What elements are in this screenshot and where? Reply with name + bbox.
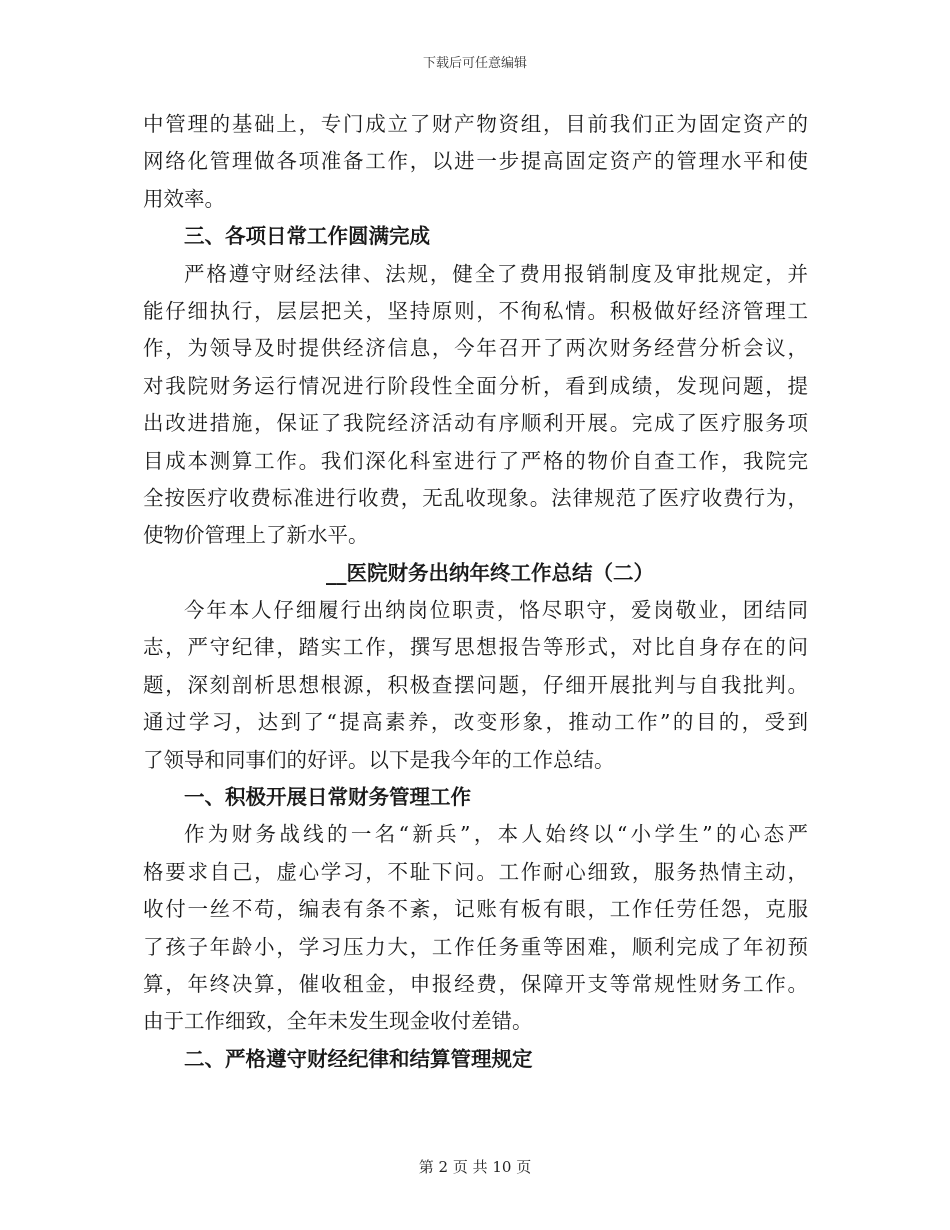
section-heading: 二、严格遵守财经纪律和结算管理规定	[184, 1046, 533, 1071]
paragraph-line: 作为财务战线的一名“新兵”，本人始终以“小学生”的心态严	[184, 822, 808, 847]
paragraph-line: 对我院财务运行情况进行阶段性全面分析，看到成绩，发现问题，提	[143, 373, 808, 398]
paragraph-line: 了领导和同事们的好评。以下是我今年的工作总结。	[143, 747, 615, 772]
document-title: __医院财务出纳年终工作总结（二）	[326, 560, 654, 585]
paragraph-line: 格要求自己，虚心学习，不耻下问。工作耐心细致，服务热情主动，	[143, 859, 808, 884]
paragraph-line: 网络化管理做各项准备工作，以进一步提高固定资产的管理水平和使	[143, 149, 808, 174]
paragraph-line: 使物价管理上了新水平。	[143, 523, 369, 548]
paragraph-line: 算，年终决算，催收租金，申报经费，保障开支等常规性财务工作。	[143, 971, 808, 996]
paragraph-line: 出改进措施，保证了我院经济活动有序顺利开展。完成了医疗服务项	[143, 411, 808, 436]
document-body	[143, 106, 808, 1078]
page-number: 第 2 页 共 10 页	[418, 1158, 532, 1176]
paragraph-line: 中管理的基础上，专门成立了财产物资组，目前我们正为固定资产的	[143, 112, 808, 136]
paragraph-line: 今年本人仔细履行出纳岗位职责，恪尽职守，爱岗敬业，团结同	[184, 598, 808, 623]
paragraph-line: 全按医疗收费标准进行收费，无乱收现象。法律规范了医疗收费行为，	[143, 485, 808, 510]
paragraph-line: 目成本测算工作。我们深化科室进行了严格的物价自查工作，我院完	[143, 448, 808, 473]
page-header: 下载后可任意编辑	[422, 56, 527, 71]
paragraph-line: 了孩子年龄小，学习压力大，工作任务重等困难，顺利完成了年初预	[143, 934, 808, 959]
paragraph-line: 作，为领导及时提供经济信息，今年召开了两次财务经营分析会议，	[143, 336, 808, 361]
paragraph-line: 题，深刻剖析思想根源，积极查摆问题，仔细开展批判与自我批判。	[143, 672, 808, 697]
section-heading: 三、各项日常工作圆满完成	[184, 224, 430, 249]
paragraph-line: 收付一丝不苟，编表有条不紊，记账有板有眼，工作任劳任怨，克服	[143, 897, 808, 922]
paragraph-line: 通过学习，达到了“提高素养，改变形象，推动工作”的目的，受到	[143, 710, 808, 735]
paragraph-line: 能仔细执行，层层把关，坚持原则，不徇私情。积极做好经济管理工	[143, 298, 808, 323]
paragraph-line: 用效率。	[143, 186, 225, 211]
section-heading: 一、积极开展日常财务管理工作	[184, 785, 471, 810]
paragraph-line: 由于工作细致，全年未发生现金收付差错。	[143, 1009, 533, 1034]
paragraph-line: 严格遵守财经法律、法规，健全了费用报销制度及审批规定，并	[184, 261, 808, 286]
paragraph-line: 志，严守纪律，踏实工作，撰写思想报告等形式，对比自身存在的问	[143, 635, 808, 660]
